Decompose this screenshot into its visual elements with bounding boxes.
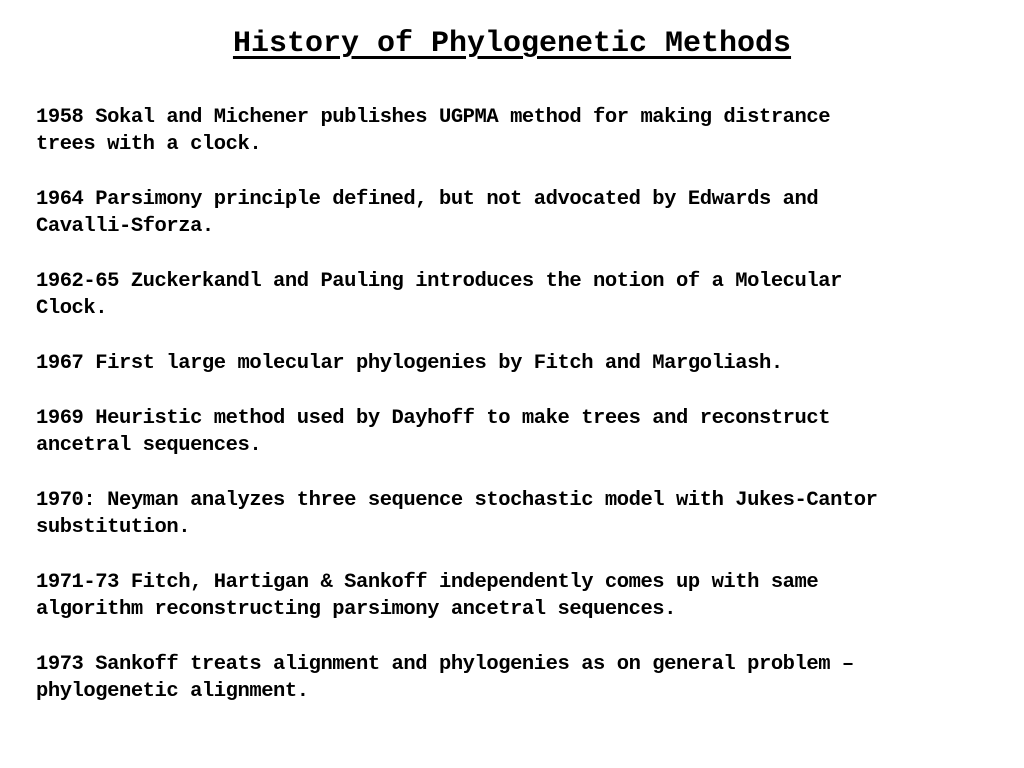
timeline-entry: 1962-65 Zuckerkandl and Pauling introduces the notion of a Molecular Clock. bbox=[36, 270, 842, 320]
timeline-entry: 1958 Sokal and Michener publishes UGPMA method for making distrance trees with a clock. bbox=[36, 106, 831, 156]
timeline-entry: 1964 Parsimony principle defined, but not advocated by Edwards and Cavalli-Sforza. bbox=[36, 188, 819, 238]
slide-title-text: History of Phylogenetic Methods bbox=[232, 27, 792, 61]
timeline-entry: 1971-73 Fitch, Hartigan & Sankoff independently comes up with same algorithm reconstructing parsimony ancetral sequences. bbox=[36, 571, 819, 621]
timeline-entry: 1973 Sankoff treats alignment and phylogenies as on general problem – phylogenetic alignment. bbox=[36, 653, 854, 703]
timeline-entry: 1967 First large molecular phylogenies by Fitch and Margoliash. bbox=[36, 352, 783, 375]
timeline-entry: 1970: Neyman analyzes three sequence stochastic model with Jukes-Cantor substitution. bbox=[36, 489, 878, 539]
slide-title bbox=[0, 26, 1024, 62]
timeline-entry: 1969 Heuristic method used by Dayhoff to make trees and reconstruct ancetral sequences. bbox=[36, 407, 831, 457]
timeline-list bbox=[36, 104, 1016, 733]
